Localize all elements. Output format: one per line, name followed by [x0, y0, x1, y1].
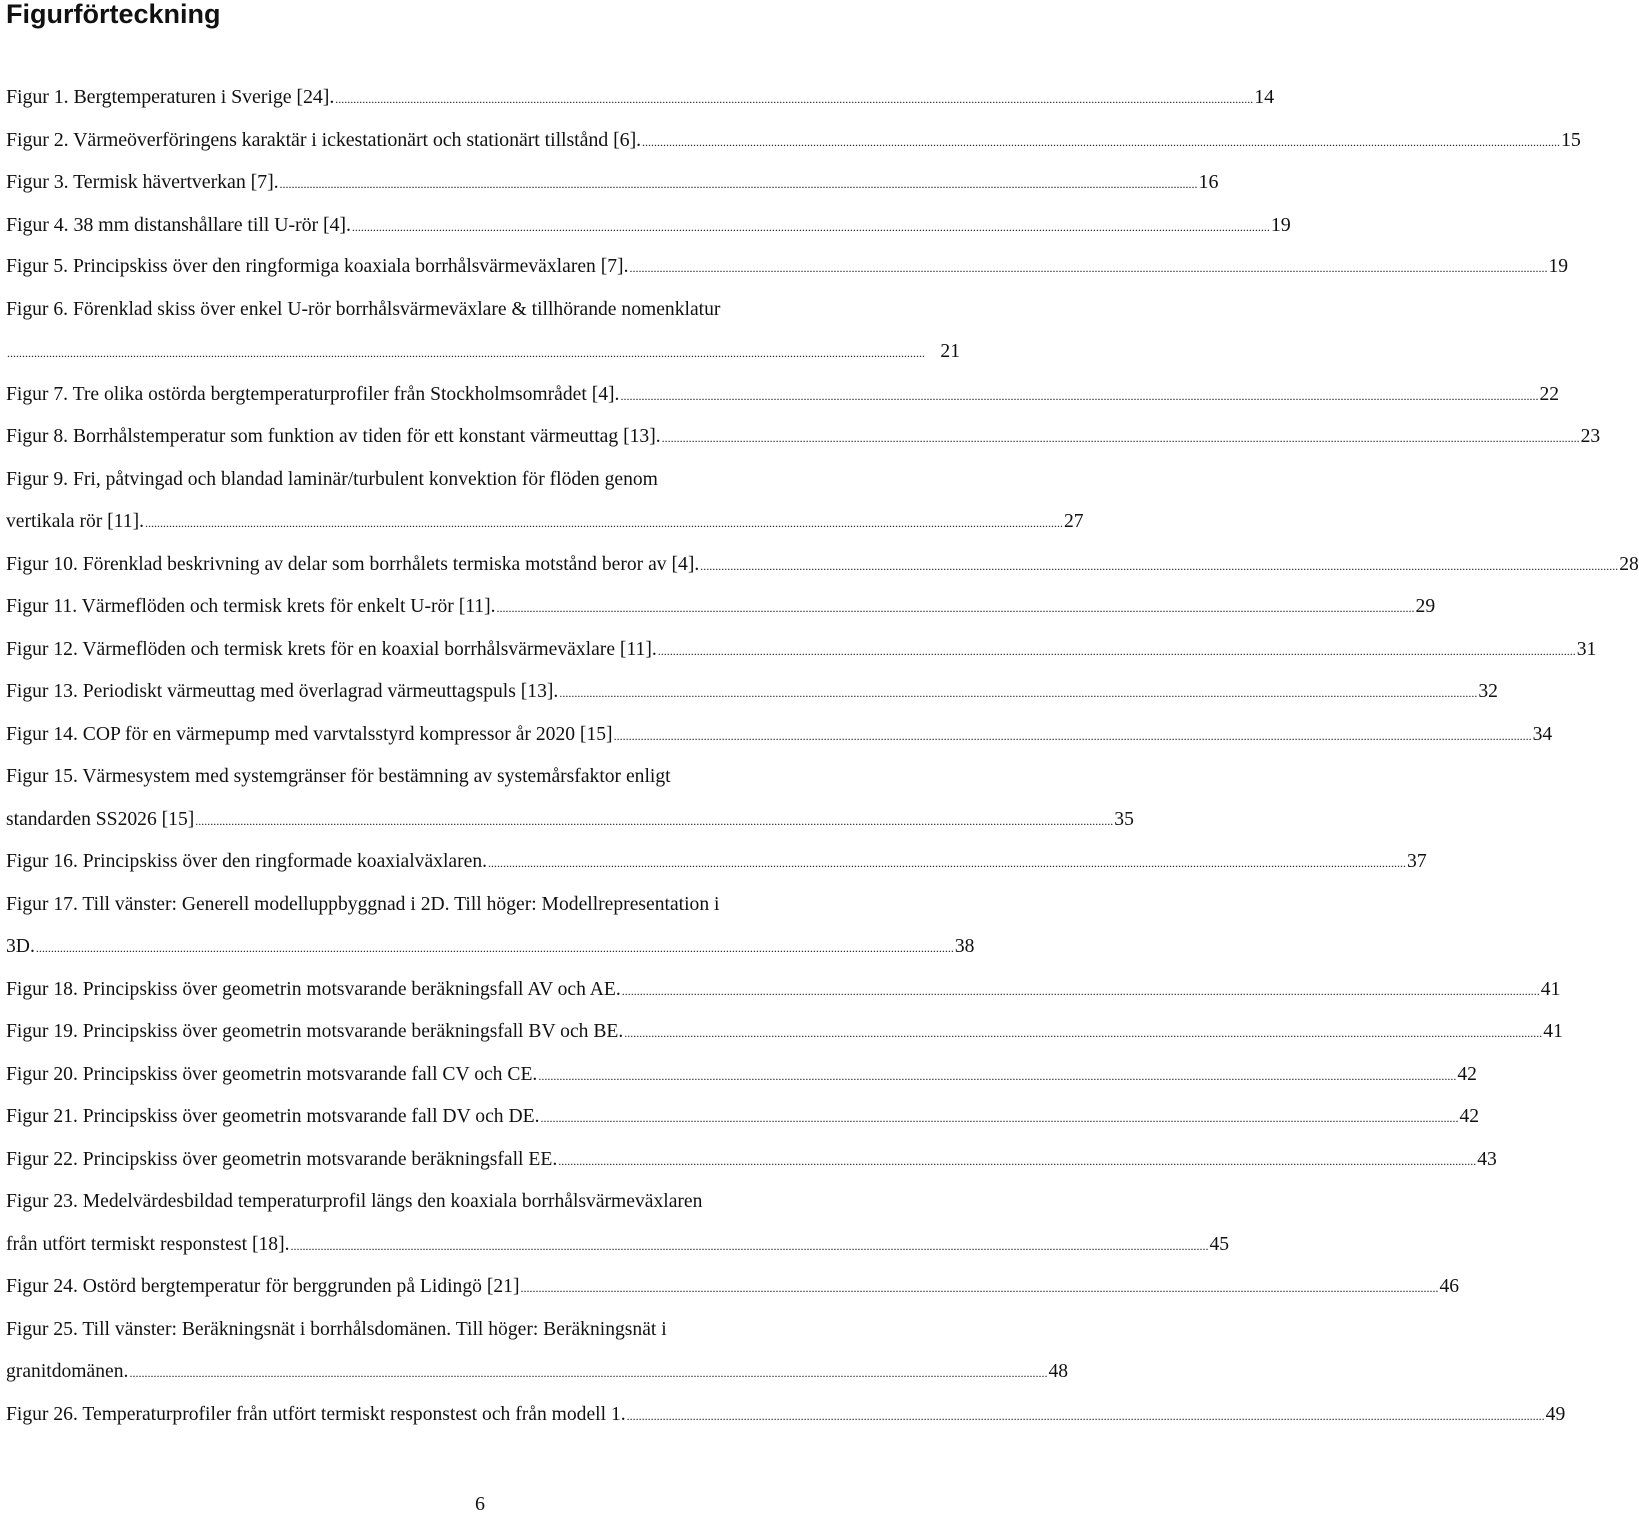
figure-entry-page: 49 [1545, 1403, 1566, 1425]
figure-entry[interactable] [6, 126, 1581, 154]
figure-entry-page: 38 [954, 936, 975, 957]
figure-entry[interactable] [6, 168, 1219, 196]
figure-entry[interactable] [6, 891, 960, 919]
figure-entry-page: 23 [1580, 426, 1601, 447]
figure-entry-text: Figur 9. Fri, påtvingad och blandad laminär/turbulent konvektion för flöden genom [6, 468, 658, 490]
figure-entry-text: Figur 11. Värmeflöden och termisk krets för enkelt U-rör [11]. [6, 596, 496, 617]
dot-leader [36, 934, 954, 962]
figure-entry-text: Figur 14. COP för en värmepump med varvtalsstyrd kompressor år 2020 [15] [6, 723, 613, 745]
figure-entry-page: 31 [1576, 638, 1597, 660]
figure-entry-continuation[interactable] [6, 1231, 1230, 1259]
figure-entry-text: Figur 13. Periodiskt värmeuttag med överlagrad värmeuttagspuls [13]. [6, 681, 559, 702]
figure-entry-page: 34 [1532, 723, 1553, 745]
dot-leader [658, 637, 1576, 665]
figure-entry-continuation[interactable] [6, 806, 1134, 834]
dot-leader [624, 1019, 1542, 1047]
figure-entry-text: Figur 2. Värmeöverföringens karaktär i ickestationärt och stationärt tillstånd [6]. [6, 128, 642, 151]
figure-entry-continuation[interactable] [6, 933, 975, 961]
figure-entry[interactable] [6, 976, 1561, 1004]
figure-entry-page: 42 [1457, 1063, 1477, 1085]
figure-entry-page: 22 [1539, 383, 1560, 405]
figure-entry[interactable] [6, 721, 1553, 749]
dot-leader [352, 213, 1270, 241]
dot-leader [195, 807, 1113, 835]
figure-entry-page: 35 [1114, 808, 1134, 830]
figure-entry[interactable] [6, 1188, 960, 1216]
figure-entry-text: standarden SS2026 [15] [6, 808, 195, 830]
dot-leader [627, 1402, 1545, 1430]
figure-entry[interactable] [6, 1103, 1480, 1131]
figure-entry-page: 27 [1064, 511, 1084, 532]
figure-entry-page: 32 [1478, 681, 1498, 702]
dot-leader [629, 254, 1547, 282]
figure-entry-text: Figur 22. Principskiss över geometrin motsvarande beräkningsfall EE. [6, 1148, 558, 1170]
figure-entry-text: Figur 4. 38 mm distanshållare till U-rör [4]. [6, 213, 351, 236]
page-title: Figurförteckning [6, 0, 221, 29]
dot-leader [538, 1062, 1456, 1090]
dot-leader [558, 1147, 1476, 1175]
dot-leader [622, 977, 1540, 1005]
figure-entry[interactable] [6, 593, 1436, 621]
figure-entry[interactable] [6, 211, 1291, 239]
figure-entry-text: Figur 24. Ostörd bergtemperatur för berggrunden på Lidingö [21] [6, 1276, 520, 1297]
figure-entry-text: Figur 23. Medelvärdesbildad temperaturprofil längs den koaxiala borrhålsvärmeväxlaren [6, 1191, 703, 1212]
figure-entry[interactable] [6, 763, 960, 791]
dot-leader [488, 849, 1406, 877]
figure-entry-page: 48 [1048, 1361, 1069, 1382]
dot-leader [540, 1104, 1458, 1132]
dot-leader [145, 509, 1063, 537]
figure-entry-page: 46 [1439, 1276, 1460, 1297]
dot-leader [7, 339, 939, 367]
figure-entry[interactable] [6, 1061, 1477, 1089]
figure-entry[interactable] [6, 848, 1427, 876]
dot-leader [497, 594, 1415, 622]
figure-entry-page: 37 [1407, 851, 1427, 872]
figure-entry-page: 15 [1561, 128, 1581, 151]
dot-leader [129, 1359, 1047, 1387]
figure-entry[interactable] [6, 423, 1601, 451]
figure-entry-page: 45 [1209, 1233, 1230, 1255]
figure-entry[interactable] [6, 678, 1498, 706]
figure-entry-text: Figur 20. Principskiss över geometrin motsvarande fall CV och CE. [6, 1063, 538, 1085]
figure-entry-page: 29 [1415, 596, 1436, 617]
figure-entry-text: Figur 5. Principskiss över den ringformiga koaxiala borrhålsvärmeväxlaren [7]. [6, 256, 629, 277]
page-number: 6 [475, 1493, 485, 1515]
figure-entry-page: 41 [1543, 1021, 1563, 1042]
figure-entry-text: granitdomänen. [6, 1361, 129, 1382]
figure-entry-text: Figur 17. Till vänster: Generell modelluppbyggnad i 2D. Till höger: Modellrepresentation i [6, 893, 720, 915]
figure-entry-text: Figur 15. Värmesystem med systemgränser för bestämning av systemårsfaktor enligt [6, 766, 671, 787]
figure-entry-text: Figur 3. Termisk hävertverkan [7]. [6, 171, 279, 193]
figure-entry-text: 3D. [6, 936, 35, 957]
figure-entry-text: Figur 19. Principskiss över geometrin motsvarande beräkningsfall BV och BE. [6, 1021, 624, 1042]
figure-entry-text: Figur 18. Principskiss över geometrin motsvarande beräkningsfall AV och AE. [6, 978, 621, 1000]
figure-entry[interactable] [6, 1018, 1563, 1046]
figure-entry-text: Figur 1. Bergtemperaturen i Sverige [24]. [6, 86, 335, 108]
dot-leader [521, 1274, 1439, 1302]
figure-entry[interactable] [6, 381, 1560, 409]
figure-entry-page: 16 [1198, 171, 1219, 193]
figure-entry-text: från utfört termiskt responstest [18]. [6, 1233, 290, 1255]
figure-entry-page: 43 [1477, 1148, 1497, 1170]
dot-leader [280, 170, 1198, 198]
figure-entry-page: 42 [1459, 1106, 1480, 1127]
figure-entry-continuation[interactable] [6, 338, 960, 366]
dot-leader [642, 128, 1560, 156]
figure-entry[interactable] [6, 1273, 1460, 1301]
figure-entry-text: vertikala rör [11]. [6, 511, 144, 532]
figure-entry[interactable] [6, 83, 1275, 111]
dot-leader [620, 382, 1538, 410]
figure-entry-text: Figur 26. Temperaturprofiler från utfört termiskt responstest och från modell 1. [6, 1403, 626, 1425]
figure-entry-text: Figur 21. Principskiss över geometrin motsvarande fall DV och DE. [6, 1106, 540, 1127]
dot-leader [559, 679, 1477, 707]
figure-entry-text: Figur 12. Värmeflöden och termisk krets för en koaxial borrhålsvärmeväxlare [11]. [6, 638, 657, 660]
dot-leader [335, 85, 1253, 113]
figure-entry-page: 21 [940, 341, 960, 362]
figure-entry[interactable] [6, 1401, 1566, 1429]
figure-entry[interactable] [6, 253, 1569, 281]
dot-leader [700, 552, 1618, 580]
figure-entry[interactable] [6, 296, 960, 324]
figure-entry-page: 28 [1619, 553, 1639, 575]
figure-entry-continuation[interactable] [6, 1358, 1069, 1386]
figure-entry-page: 41 [1540, 978, 1561, 1000]
figure-entry-continuation[interactable] [6, 508, 1084, 536]
figure-entry-page: 14 [1254, 86, 1275, 108]
figure-list [6, 0, 1639, 1470]
dot-leader [662, 424, 1580, 452]
dot-leader [291, 1232, 1209, 1260]
figure-entry[interactable] [6, 1316, 960, 1344]
figure-entry[interactable] [6, 551, 1639, 579]
figure-entry[interactable] [6, 636, 1597, 664]
figure-entry-page: 19 [1548, 256, 1569, 277]
dot-leader [614, 722, 1532, 750]
figure-entry[interactable] [6, 1146, 1497, 1174]
figure-entry[interactable] [6, 466, 960, 494]
figure-entry-page: 19 [1270, 213, 1291, 236]
figure-entry-text: Figur 16. Principskiss över den ringformade koaxialväxlaren. [6, 851, 488, 872]
figure-entry-text: Figur 8. Borrhålstemperatur som funktion av tiden för ett konstant värmeuttag [13]. [6, 426, 661, 447]
figure-entry-text: Figur 7. Tre olika ostörda bergtemperaturprofiler från Stockholmsområdet [4]. [6, 383, 620, 405]
figure-entry-text: Figur 10. Förenklad beskrivning av delar som borrhålets termiska motstånd beror av [4]. [6, 553, 700, 575]
figure-entry-text: Figur 6. Förenklad skiss över enkel U-rör borrhålsvärmeväxlare & tillhörande nomenklatur [6, 298, 721, 320]
figure-entry-text: Figur 25. Till vänster: Beräkningsnät i borrhålsdomänen. Till höger: Beräkningsnät i [6, 1318, 667, 1340]
